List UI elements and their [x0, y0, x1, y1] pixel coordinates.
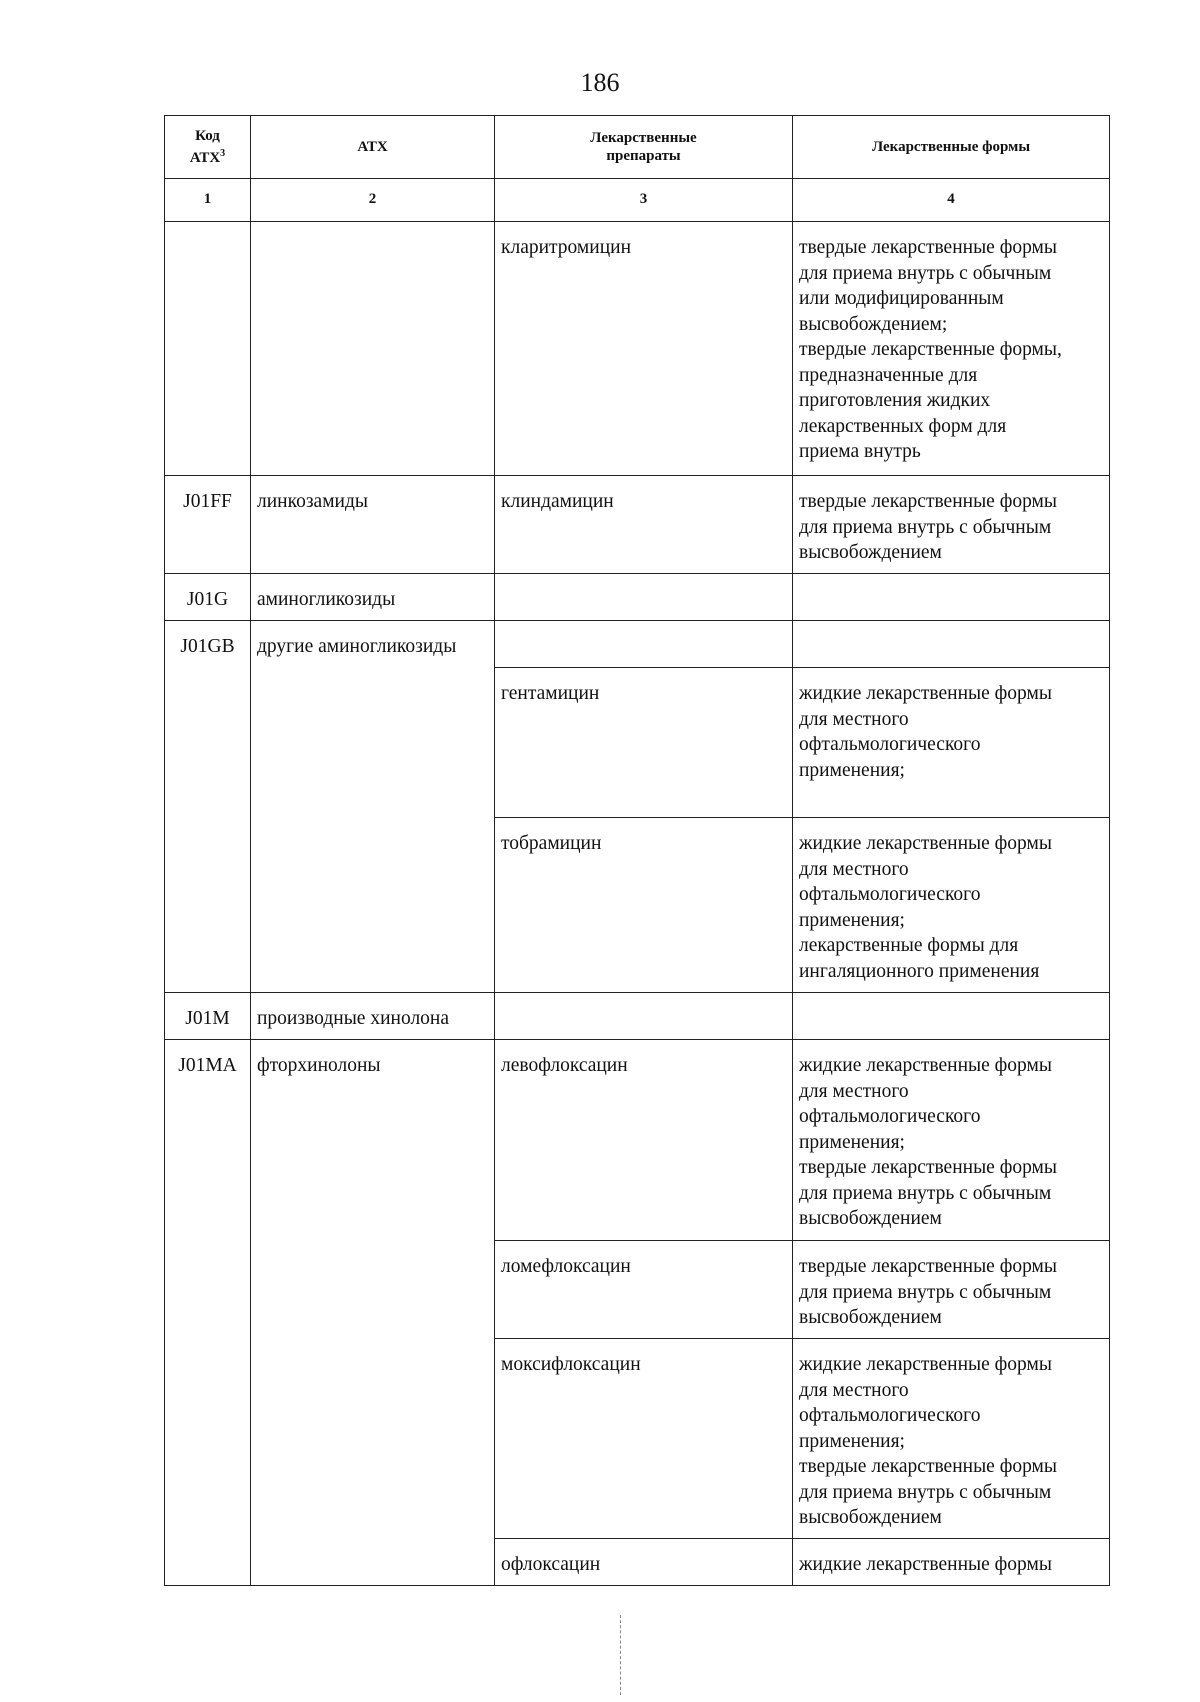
table-row [165, 993, 1110, 1040]
column-number: 1 [165, 179, 251, 222]
forms-cell: жидкие лекарственные формы [793, 1539, 1110, 1586]
atx-cell: другие аминогликозиды [251, 621, 495, 993]
drug-cell: клиндамицин [495, 476, 793, 574]
code-cell [165, 222, 251, 476]
column-number: 2 [251, 179, 495, 222]
drug-cell: офлоксацин [495, 1539, 793, 1586]
drug-cell: тобрамицин [495, 818, 793, 993]
drug-cell [495, 993, 793, 1040]
atx-cell: производные хинолона [251, 993, 495, 1040]
drug-cell: моксифлоксацин [495, 1339, 793, 1539]
drug-cell: гентамицин [495, 668, 793, 818]
scan-artifact-line [620, 1615, 623, 1695]
code-cell: J01G [165, 574, 251, 621]
drug-cell: кларитромицин [495, 222, 793, 476]
drug-cell: левофлоксацин [495, 1040, 793, 1241]
atx-drug-table [164, 115, 1110, 1586]
forms-cell: жидкие лекарственные формы для местного офтальмологического применения; твердые лекарственные формы для приема внутрь с обычным высвобождением [793, 1339, 1110, 1539]
atx-cell: линкозамиды [251, 476, 495, 574]
table-row [165, 476, 1110, 574]
header-atx: АТХ [251, 116, 495, 179]
forms-cell: жидкие лекарственные формы для местного офтальмологического применения; [793, 668, 1110, 818]
footnote-marker: 3 [220, 148, 226, 159]
code-cell: J01MA [165, 1040, 251, 1586]
atx-cell: фторхинолоны [251, 1040, 495, 1586]
code-cell: J01M [165, 993, 251, 1040]
drug-cell [495, 621, 793, 668]
table-row [165, 1040, 1110, 1241]
forms-cell: жидкие лекарственные формы для местного офтальмологического применения; твердые лекарственные формы для приема внутрь с обычным высвобождением [793, 1040, 1110, 1241]
column-numbers-row [165, 179, 1110, 222]
forms-cell: твердые лекарственные формы для приема внутрь с обычным высвобождением [793, 476, 1110, 574]
column-number: 4 [793, 179, 1110, 222]
forms-cell: твердые лекарственные формы для приема внутрь с обычным или модифицированным высвобождением; твердые лекарственные формы, предназначенные для приготовления жидких лекарственных форм для приема внутрь [793, 222, 1110, 476]
table-row [165, 574, 1110, 621]
drug-cell: ломефлоксацин [495, 1241, 793, 1339]
forms-cell: твердые лекарственные формы для приема внутрь с обычным высвобождением [793, 1241, 1110, 1339]
drug-cell [495, 574, 793, 621]
forms-cell [793, 993, 1110, 1040]
header-forms: Лекарственные формы [793, 116, 1110, 179]
table-row [165, 621, 1110, 668]
column-number: 3 [495, 179, 793, 222]
forms-cell [793, 574, 1110, 621]
header-code: Код АТХ$^3$ [165, 116, 251, 179]
code-cell: J01GB [165, 621, 251, 993]
forms-cell [793, 621, 1110, 668]
page-number: 186 [580, 68, 620, 97]
table-header-row [165, 116, 1110, 179]
atx-cell: аминогликозиды [251, 574, 495, 621]
table-row [165, 222, 1110, 476]
forms-cell: жидкие лекарственные формы для местного офтальмологического применения; лекарственные формы для ингаляционного применения [793, 818, 1110, 993]
header-preparations: Лекарственные препараты [495, 116, 793, 179]
atx-cell [251, 222, 495, 476]
code-cell: J01FF [165, 476, 251, 574]
